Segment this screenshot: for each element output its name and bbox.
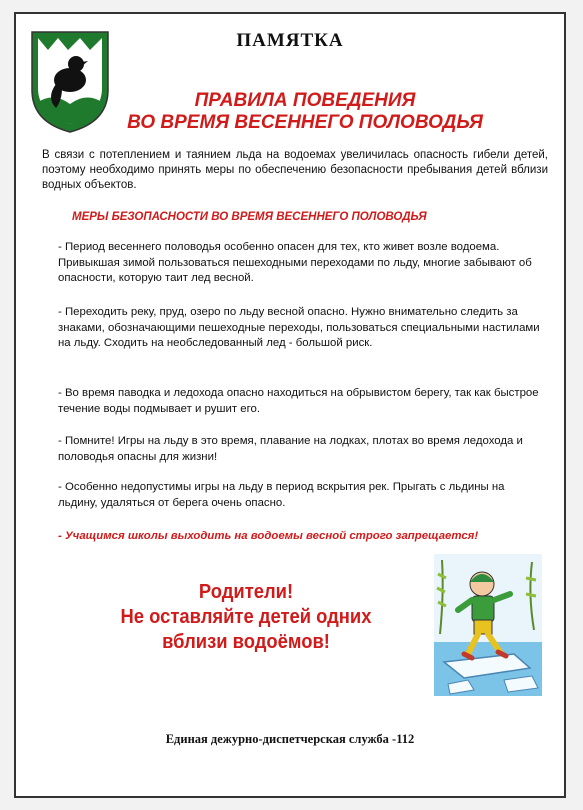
rule-item: - Период весеннего половодья особенно опасен для тех, кто живет возле водоема. Привыкшая зимой пользоваться пешеходными переходами по льду, многие забывают об опасности, которую таит лед весной. — [58, 241, 532, 284]
rule-item: - Во время паводка и ледохода опасно находиться на обрывистом берегу, так как быстрое течение воды подмывает и рушит его. — [58, 387, 539, 415]
memo-sheet — [14, 12, 566, 798]
child-on-ice-floe-picture — [434, 554, 542, 696]
appeal-line2: Не оставляйте детей одних — [120, 606, 372, 628]
rule-item: - Особенно недопустимы игры на льду в период вскрытия рек. Прыгать с льдины на льдину, удаляться от берега очень опасно. — [58, 481, 505, 509]
rule-item: - Помните! Игры на льду в это время, плавание на лодках, плотах во время ледохода и половодья опасны для жизни! — [58, 435, 523, 463]
footer-service: Единая дежурно-диспетчерская служба -112 — [165, 732, 415, 746]
parents-appeal — [90, 580, 403, 655]
warning-rule: - Учащимся школы выходить на водоемы весной строго запрещается! — [58, 530, 479, 542]
rules-title-line2: ВО ВРЕМЯ ВЕСЕННЕГО ПОЛОВОДЬЯ — [127, 112, 483, 133]
measures-title: МЕРЫ БЕЗОПАСНОСТИ ВО ВРЕМЯ ВЕСЕННЕГО ПОЛОВОДЬЯ — [72, 211, 427, 223]
appeal-line3: вблизи водоёмов! — [162, 631, 330, 653]
rule-item: - Переходить реку, пруд, озеро по льду весной опасно. Нужно внимательно следить за знаками, обозначающими пешеходные переходы, пользоваться специальными настилами на льду. Сходить на необследованный лед - большой риск. — [58, 306, 540, 349]
intro-paragraph: В связи с потеплением и таянием льда на водоемах увеличилась опасность гибели детей, поэтому необходимо принять меры по обеспечению безопасности пребывания детей вблизи водных объектов. — [42, 149, 548, 191]
rules-title — [76, 90, 534, 134]
appeal-line1: Родители! — [198, 581, 294, 603]
page-header-title: ПАМЯТКА — [236, 30, 344, 51]
rules-title-line1: ПРАВИЛА ПОВЕДЕНИЯ — [194, 90, 416, 111]
